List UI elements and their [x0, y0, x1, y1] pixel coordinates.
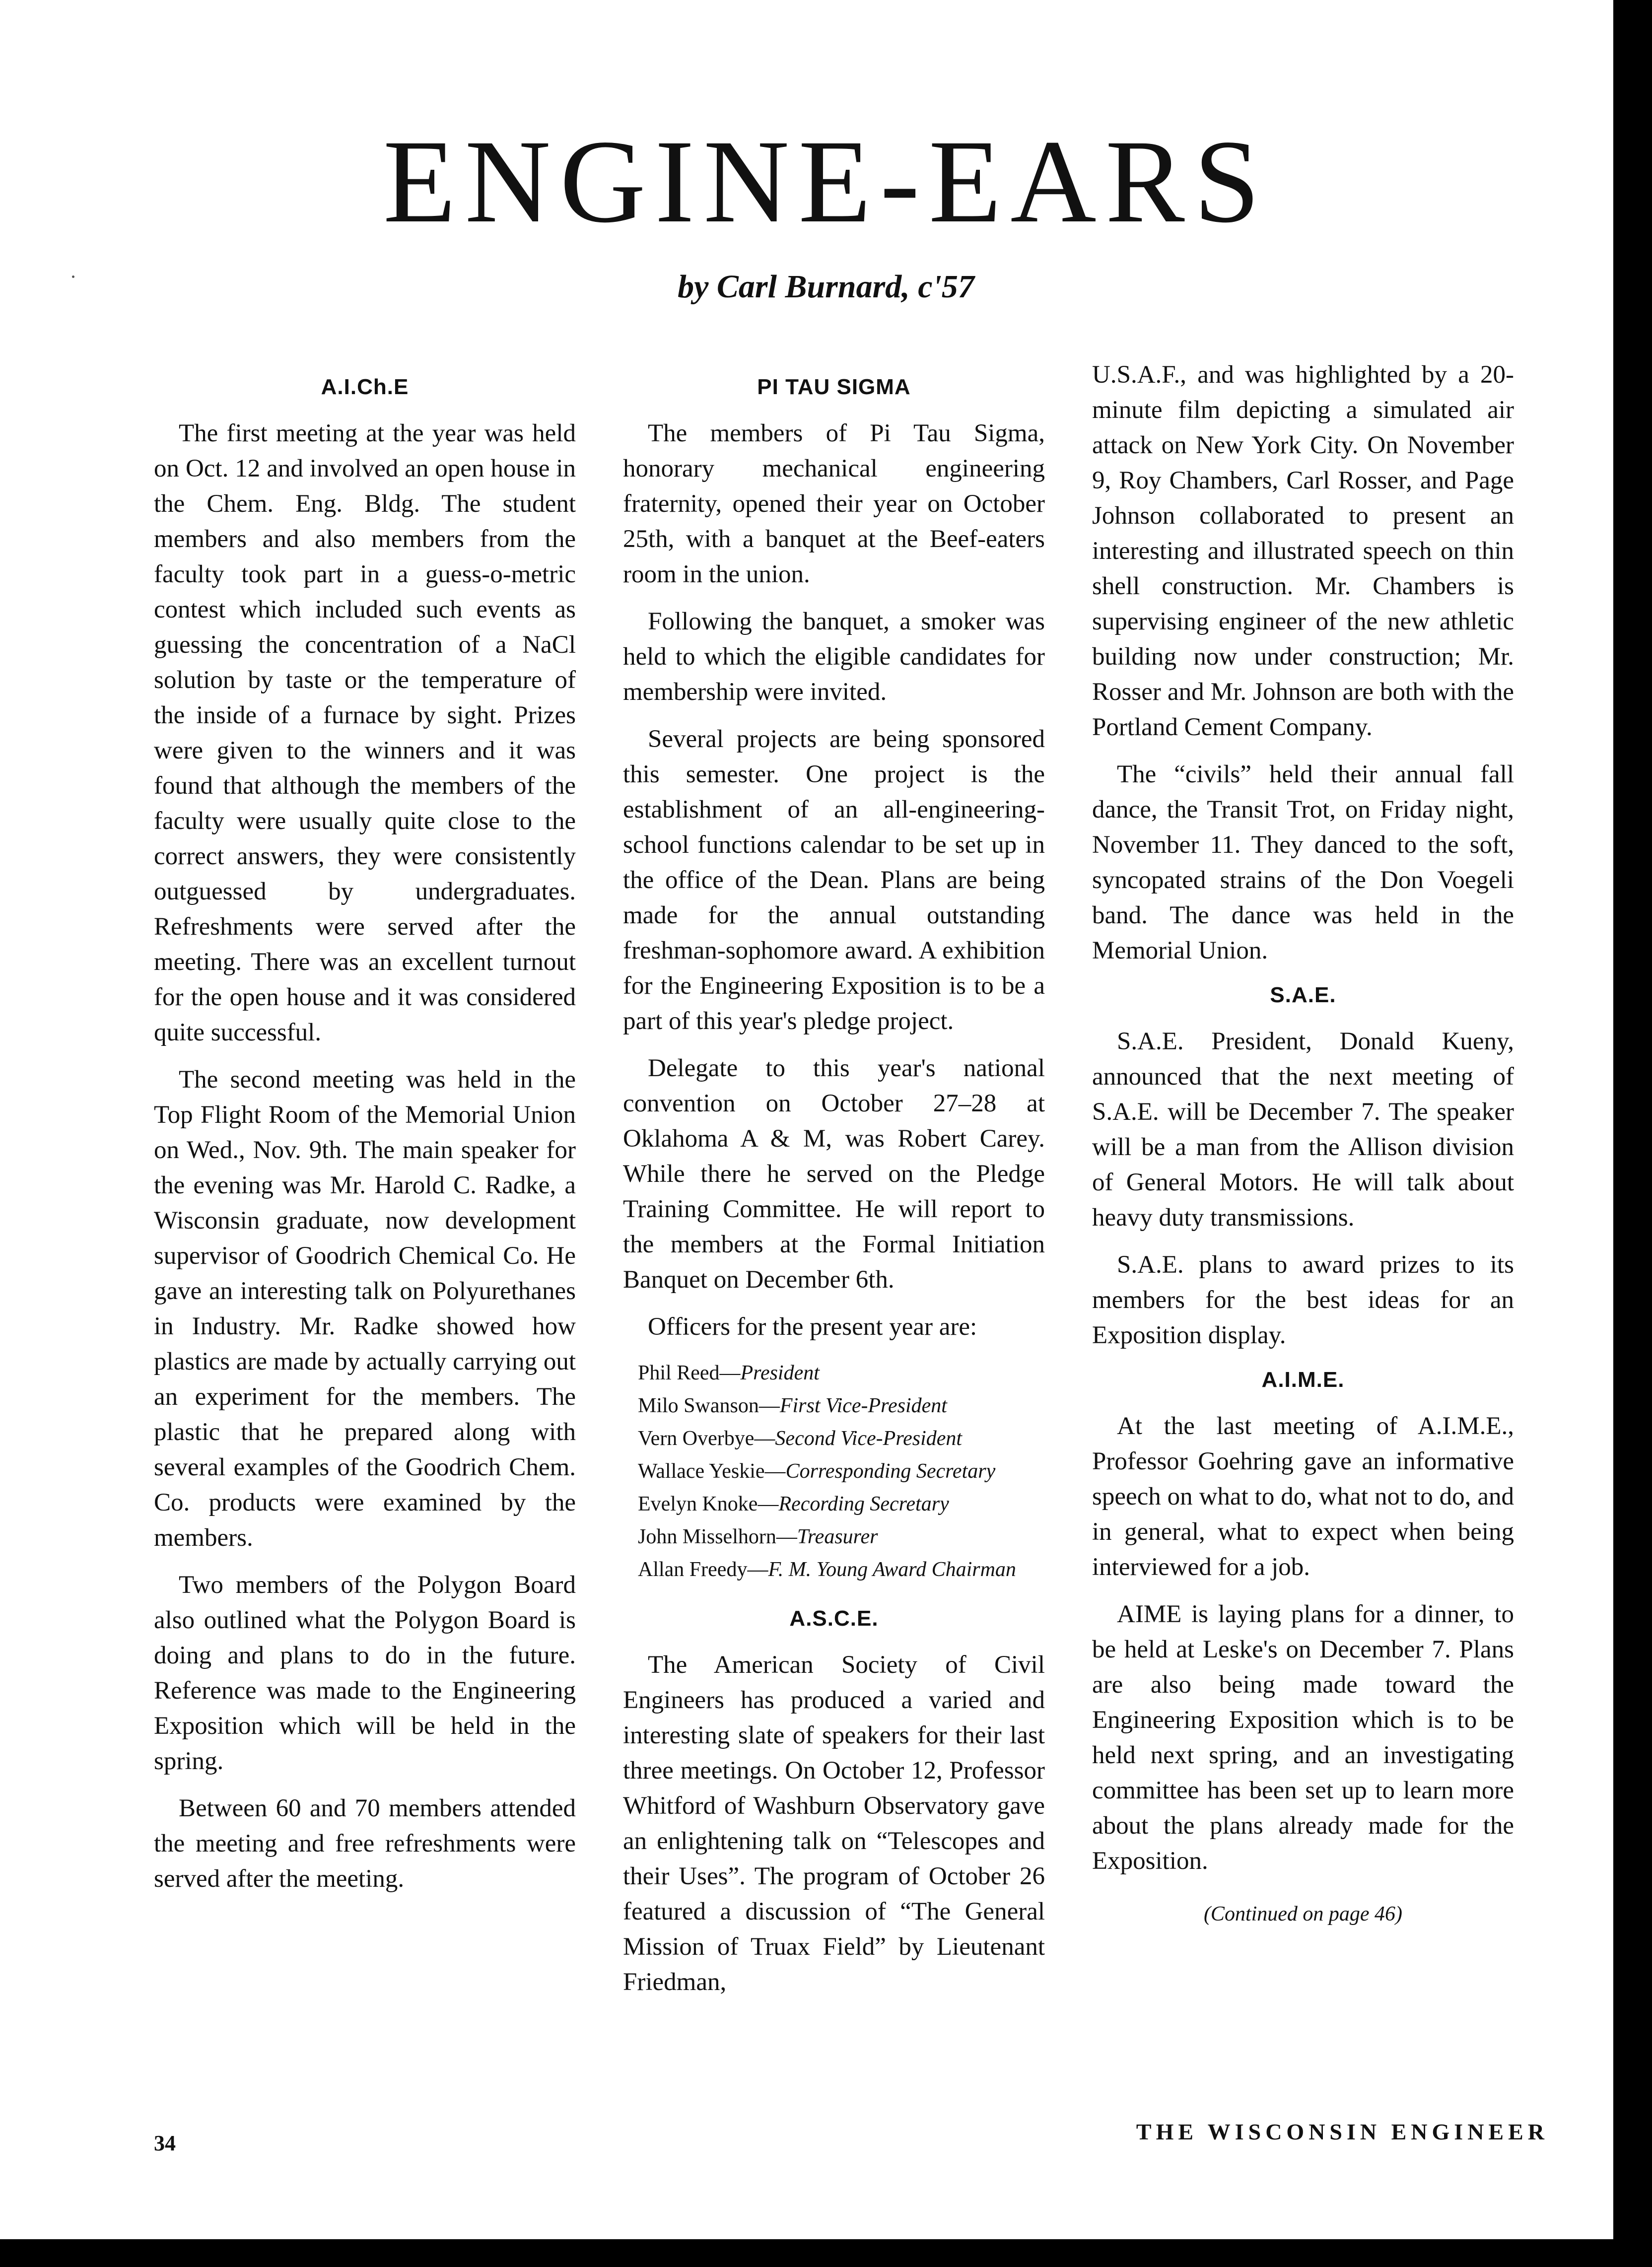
- asce-continuation-paragraph: U.S.A.F., and was highlighted by a 20-minute film depicting a simulated air attack on New York City. On November 9, Roy Chambers, Carl Rosser, and Page Johnson collaborated to present an interesting and illustrated speech on thin shell construction. Mr. Chambers is supervising engineer of the new athletic building now under construction; Mr. Rosser and Mr. Johnson are both with the Portland Cement Company.: [1092, 361, 1514, 741]
- officer-name: Evelyn Knoke—: [638, 1493, 779, 1515]
- aiche-paragraph: Between 60 and 70 members attended the meeting and free refreshments were served after the meeting.: [154, 1794, 576, 1893]
- officers-list: [623, 1357, 1045, 1586]
- page-number: 34: [154, 2131, 176, 2155]
- officer-entry: [623, 1553, 1045, 1586]
- officer-name: John Misselhorn—: [638, 1525, 797, 1548]
- officer-entry: [623, 1520, 1045, 1553]
- sae-paragraph: S.A.E. plans to award prizes to its members for the best ideas for an Exposition display.: [1092, 1251, 1514, 1349]
- officer-entry: [623, 1422, 1045, 1455]
- pi-tau-sigma-paragraph: Delegate to this year's national convention on October 27–28 at Oklahoma A & M, was Robert Carey. While there he served on the Pledge Training Committee. He will report to the members at the Formal Initiation Banquet on December 6th.: [623, 1054, 1045, 1294]
- section-heading-pi-tau-sigma: PI TAU SIGMA: [757, 375, 911, 399]
- page-edge-right: [1613, 0, 1652, 2267]
- officer-name: Phil Reed—: [638, 1362, 741, 1384]
- aime-paragraph: At the last meeting of A.I.M.E., Professor Goehring gave an informative speech on what to do, what not to do, and in general, what to expect when being interviewed for a job.: [1092, 1412, 1514, 1581]
- officers-intro: Officers for the present year are:: [648, 1313, 977, 1341]
- officer-role: Corresponding Secretary: [785, 1460, 996, 1483]
- officer-name: Wallace Yeskie—: [638, 1460, 786, 1483]
- pi-tau-sigma-paragraph: Following the banquet, a smoker was held to which the eligible candidates for membership were invited.: [623, 608, 1045, 706]
- officer-role: President: [740, 1362, 820, 1384]
- column-left: [154, 367, 576, 1909]
- officer-role: First Vice-President: [779, 1394, 947, 1417]
- officer-entry: [623, 1389, 1045, 1422]
- officer-entry: [623, 1488, 1045, 1520]
- officer-name: Milo Swanson—: [638, 1394, 780, 1417]
- officer-role: Treasurer: [797, 1525, 878, 1548]
- article-title: ENGINE-EARS: [383, 115, 1269, 247]
- continued-note: (Continued on page 46): [1203, 1903, 1403, 1925]
- pi-tau-sigma-paragraph: The members of Pi Tau Sigma, honorary mechanical engineering fraternity, opened their year on October 25th, with a banquet at the Beef-eaters room in the union.: [623, 419, 1045, 588]
- section-heading-asce: A.S.C.E.: [789, 1606, 879, 1631]
- page-edge-bottom: [0, 2239, 1652, 2267]
- aiche-paragraph: The second meeting was held in the Top Flight Room of the Memorial Union on Wed., Nov. 9th. The main speaker for the evening was Mr. Harold C. Radke, a Wisconsin graduate, now development supervisor of Goodrich Chemical Co. He gave an interesting talk on Polyurethanes in Industry. Mr. Radke showed how plastics are made by actually carrying out an experiment for the members. The plastic that he prepared along with several examples of the Goodrich Chem. Co. products were examined by the members.: [154, 1066, 576, 1552]
- officer-role: Recording Secretary: [778, 1493, 949, 1515]
- publication-footer: THE WISCONSIN ENGINEER: [1136, 2119, 1549, 2144]
- officer-entry: [623, 1357, 1045, 1389]
- section-heading-sae: S.A.E.: [1270, 983, 1336, 1007]
- pi-tau-sigma-paragraph: Several projects are being sponsored this semester. One project is the establishment of an all-engineering-school functions calendar to be set up in the office of the Dean. Plans are being made for the annual outstanding freshman-sophomore award. A exhibition for the Engineering Exposition is to be a part of this year's pledge project.: [623, 725, 1045, 1035]
- aime-paragraph: AIME is laying plans for a dinner, to be held at Leske's on December 7. Plans are also being made toward the Engineering Exposition which is to be held next spring, and an investigating committee has been set up to learn more about the plans already made for the Exposition.: [1092, 1600, 1514, 1875]
- officer-name: Vern Overbye—: [638, 1427, 775, 1450]
- officer-role: Second Vice-President: [775, 1427, 963, 1450]
- article-byline: by Carl Burnard, c'57: [678, 269, 974, 305]
- officer-role: F. M. Young Award Chairman: [768, 1558, 1016, 1581]
- asce-continuation-paragraph: The “civils” held their annual fall dance, the Transit Trot, on Friday night, November 11. They danced to the soft, syncopated strains of the Don Voegeli band. The dance was held in the Memorial Union.: [1092, 760, 1514, 964]
- officer-name: Allan Freedy—: [638, 1558, 768, 1581]
- aiche-paragraph: Two members of the Polygon Board also outlined what the Polygon Board is doing and plans to do in the future. Reference was made to the Engineering Exposition which will be held in the spring.: [154, 1571, 576, 1775]
- column-right: [1092, 357, 1514, 1932]
- asce-paragraph: The American Society of Civil Engineers has produced a varied and interesting slate of speakers for their last three meetings. On October 12, Professor Whitford of Washburn Observatory gave an enlightening talk on “Telescopes and their Uses”. The program of October 26 featured a discussion of “The General Mission of Truax Field” by Lieutenant Friedman,: [623, 1651, 1045, 1996]
- section-heading-aime: A.I.M.E.: [1261, 1368, 1345, 1392]
- column-middle: [623, 367, 1045, 2012]
- section-heading-aiche: A.I.Ch.E: [321, 375, 409, 399]
- sae-paragraph: S.A.E. President, Donald Kueny, announced that the next meeting of S.A.E. will be December 7. The speaker will be a man from the Allison division of General Motors. He will talk about heavy duty transmissions.: [1092, 1028, 1514, 1232]
- aiche-paragraph: The first meeting at the year was held on Oct. 12 and involved an open house in the Chem. Eng. Bldg. The student members and also members from the faculty took part in a guess-o-metric contest which included such events as guessing the concentration of a NaCl solution by taste or the temperature of the inside of a furnace by sight. Prizes were given to the winners and it was found that although the members of the faculty were usually quite close to the correct answers, they were consistently outguessed by undergraduates. Refreshments were served after the meeting. There was an excellent turnout for the open house and it was considered quite successful.: [154, 419, 576, 1046]
- officer-entry: [623, 1455, 1045, 1488]
